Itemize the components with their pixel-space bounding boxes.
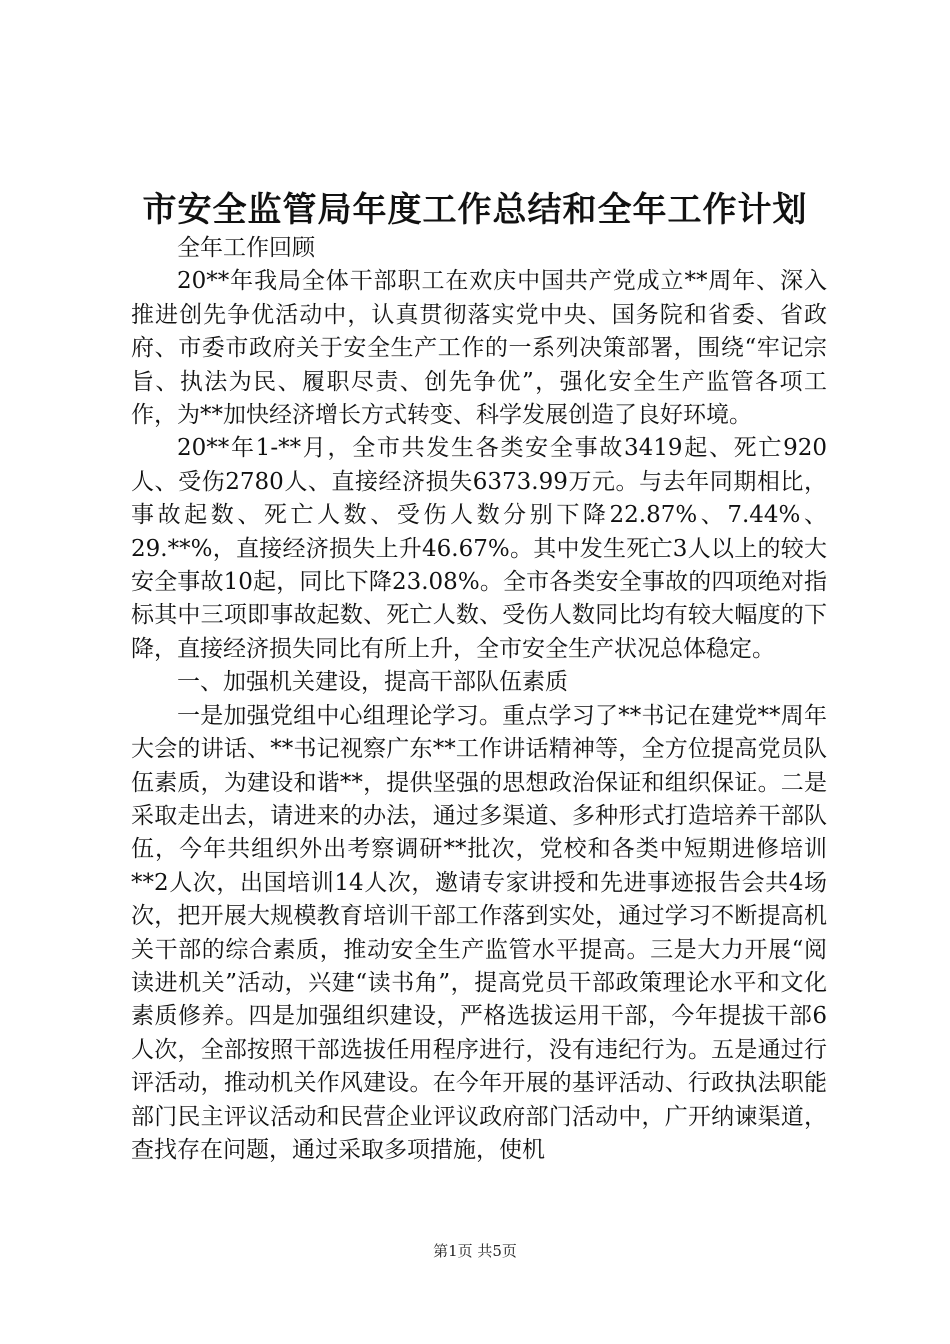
- document-body: [131, 232, 827, 1167]
- document-title: 市安全监管局年度工作总结和全年工作计划: [142, 190, 808, 230]
- paragraph-overview: 20**年我局全体干部职工在欢庆中国共产党成立**周年、深入推进创先争优活动中，认真贯彻落实党中央、国务院和省委、省政府、市委市政府关于安全生产工作的一系列决策部署，围绕“牢记宗旨、执法为民、履职尽责、创先争优”，强化安全生产监管各项工作，为**加快经济增长方式转变、科学发展创造了良好环境。: [131, 268, 827, 429]
- section-heading-organization: 一、加强机关建设，提高干部队伍素质: [177, 669, 568, 696]
- section-heading-review: 全年工作回顾: [177, 235, 315, 261]
- paragraph-accident-statistics: 20**年1-**月，全市共发生各类安全事故3419起、死亡920人、受伤2780人、直接经济损失6373.99万元。与去年同期相比，事故起数、死亡人数、受伤人数分别下降22.87%、7.44%、29.**%，直接经济损失上升46.67%。其中发生死亡3人以上的较大安全事故10起，同比下降23.08%。全市各类安全事故的四项绝对指标其中三项即事故起数、死亡人数、受伤人数同比均有较大幅度的下降，直接经济损失同比有所上升，全市安全生产状况总体稳定。: [131, 435, 827, 662]
- paragraph-organization-building: 一是加强党组中心组理论学习。重点学习了**书记在建党**周年大会的讲话、**书记视察广东**工作讲话精神等，全方位提高党员队伍素质，为建设和谐**，提供坚强的思想政治保证和组织保证。二是采取走出去，请进来的办法，通过多渠道、多种形式打造培养干部队伍，今年共组织外出考察调研**批次，党校和各类中短期进修培训**2人次，出国培训14人次，邀请专家讲授和先进事迹报告会共4场次，把开展大规模教育培训干部工作落到实处，通过学习不断提高机关干部的综合素质，推动安全生产监管水平提高。三是大力开展“阅读进机关”活动，兴建“读书角”，提高党员干部政策理论水平和文化素质修养。四是加强组织建设，严格选拔运用干部，今年提拔干部6人次，全部按照干部选拔任用程序进行，没有违纪行为。五是通过行评活动，推动机关作风建设。在今年开展的基评活动、行政执法职能部门民主评议活动和民营企业评议政府部门活动中，广开纳谏渠道，查找存在问题，通过采取多项措施，使机: [131, 702, 827, 1163]
- page-number-footer: 第1页 共5页: [433, 1242, 517, 1260]
